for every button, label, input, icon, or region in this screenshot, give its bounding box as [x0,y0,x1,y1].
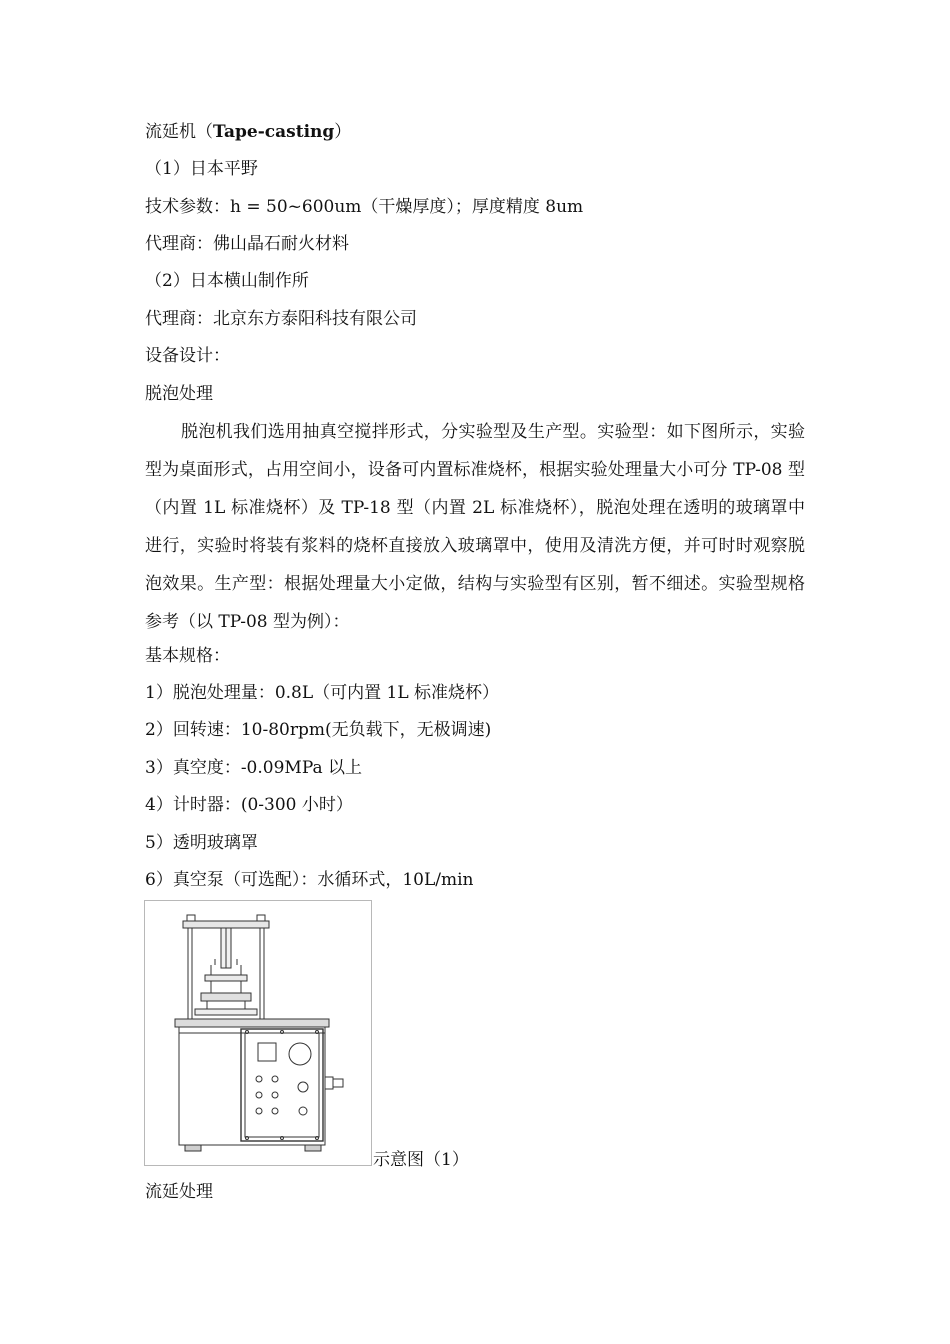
design-heading: 设备设计： [145,346,230,366]
spec-item: 6）真空泵（可选配）：水循环式，10L/min [145,870,474,890]
defoamer-diagram [144,900,372,1166]
spec-item: 5）透明玻璃罩 [145,833,258,853]
section-heading [145,121,351,143]
defoamer-drawing [145,901,371,1165]
spec-item: 1）脱泡处理量：0.8L（可内置 1L 标准烧杯） [145,683,500,703]
heading-suffix: ） [334,122,352,142]
specs-title: 基本规格： [145,646,230,666]
spec-item: 3）真空度：-0.09MPa 以上 [145,758,363,778]
agent-2: 代理商：北京东方泰阳科技有限公司 [145,309,417,329]
defoam-heading: 脱泡处理 [145,384,213,404]
tech-params: 技术参数：h = 50~600um（干燥厚度）；厚度精度 8um [145,197,584,217]
spec-item: 2）回转速：10-80rpm(无负载下，无极调速) [145,720,492,740]
spec-item: 4）计时器：(0-300 小时） [145,795,353,815]
heading-bold: Tape-casting [213,122,335,142]
figure-caption: 示意图（1） [373,1150,469,1170]
vendor-2: （2）日本横山制作所 [145,271,309,291]
defoam-paragraph: 脱泡机我们选用抽真空搅拌形式，分实验型及生产型。实验型：如下图所示，实验型为桌面形式，占用空间小，设备可内置标准烧杯，根据实验处理量大小可分 TP-08 型（内置 1L 标准烧杯）及 TP-18 型（内置 2L 标准烧杯），脱泡处理在透明的玻璃罩中进行，实验时将装有浆料的烧杯直接放入玻璃罩中，使用及清洗方便，并可时时观察脱泡效果。生产型：根据处理量大小定做，结构与实验型有区别，暂不细述。实验型规格参考（以 TP-08 型为例）： [145,422,805,632]
heading-prefix: 流延机（ [145,122,213,142]
tape-casting-heading: 流延处理 [145,1182,213,1202]
vendor-1: （1）日本平野 [145,159,258,179]
agent-1: 代理商：佛山晶石耐火材料 [145,234,349,254]
